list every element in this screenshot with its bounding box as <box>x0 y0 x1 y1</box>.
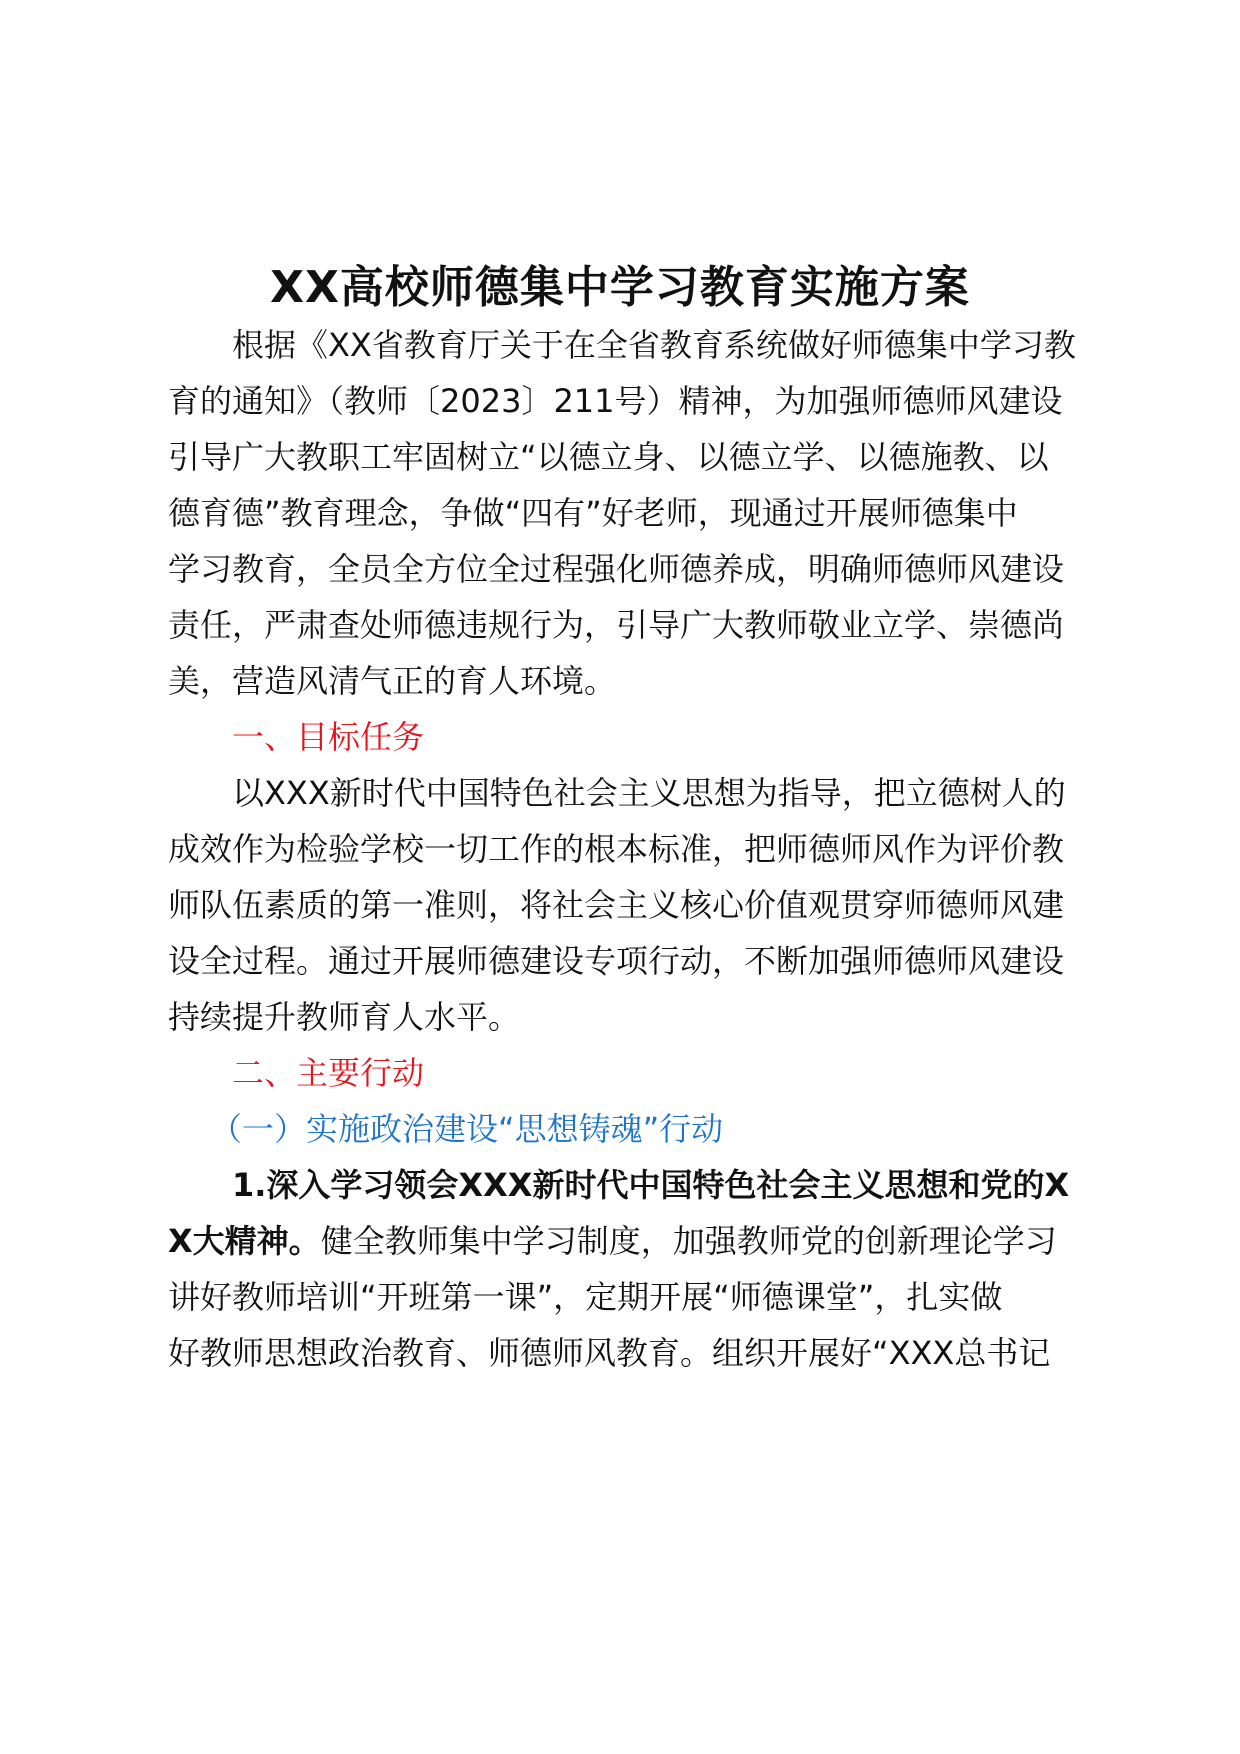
document-title: XX高校师德集中学习教育实施方案 <box>270 262 970 313</box>
intro-line-6: 责任，严肃查处师德违规行为，引导广大教师敬业立学、崇德尚 <box>168 606 1065 644</box>
intro-line-4: 德育德”教育理念，争做“四有”好老师，现通过开展师德集中 <box>168 494 1018 532</box>
item1-line-2-rest: 健全教师集中学习制度，加强教师党的创新理论学习 <box>320 1222 1057 1260</box>
item1-line-3: 讲好教师培训“开班第一课”，定期开展“师德课堂”，扎实做 <box>168 1278 1003 1316</box>
section1-line-3: 师队伍素质的第一准则，将社会主义核心价值观贯穿师德师风建 <box>168 886 1065 924</box>
section1-line-5: 持续提升教师育人水平。 <box>168 998 521 1036</box>
section1-heading: 一、目标任务 <box>232 718 425 756</box>
section1-line-2: 成效作为检验学校一切工作的根本标准，把师德师风作为评价教 <box>168 830 1065 868</box>
section2-heading: 二、主要行动 <box>232 1054 425 1092</box>
subsection1-heading: （一）实施政治建设“思想铸魂”行动 <box>210 1110 724 1148</box>
section1-line-1: 以XXX新时代中国特色社会主义思想为指导，把立德树人的 <box>232 774 1066 812</box>
section1-line-4: 设全过程。通过开展师德建设专项行动，不断加强师德师风建设 <box>168 942 1065 980</box>
intro-line-7: 美，营造风清气正的育人环境。 <box>168 662 617 700</box>
item1-bold-line-2: X大精神。 <box>168 1222 321 1260</box>
item1-line-2 <box>168 1221 1057 1261</box>
item1-bold-line-1: 1.深入学习领会XXX新时代中国特色社会主义思想和党的X <box>232 1166 1070 1204</box>
intro-line-1: 根据《XX省教育厅关于在全省教育系统做好师德集中学习教 <box>232 326 1076 364</box>
intro-line-3: 引导广大教职工牢固树立“以德立身、以德立学、以德施教、以 <box>168 438 1049 476</box>
item1-line-4: 好教师思想政治教育、师德师风教育。组织开展好“XXX总书记 <box>168 1334 1051 1372</box>
intro-line-5: 学习教育，全员全方位全过程强化师德养成，明确师德师风建设 <box>168 550 1065 588</box>
intro-line-2: 育的通知》（教师〔2023〕211号）精神，为加强师德师风建设 <box>168 382 1063 420</box>
